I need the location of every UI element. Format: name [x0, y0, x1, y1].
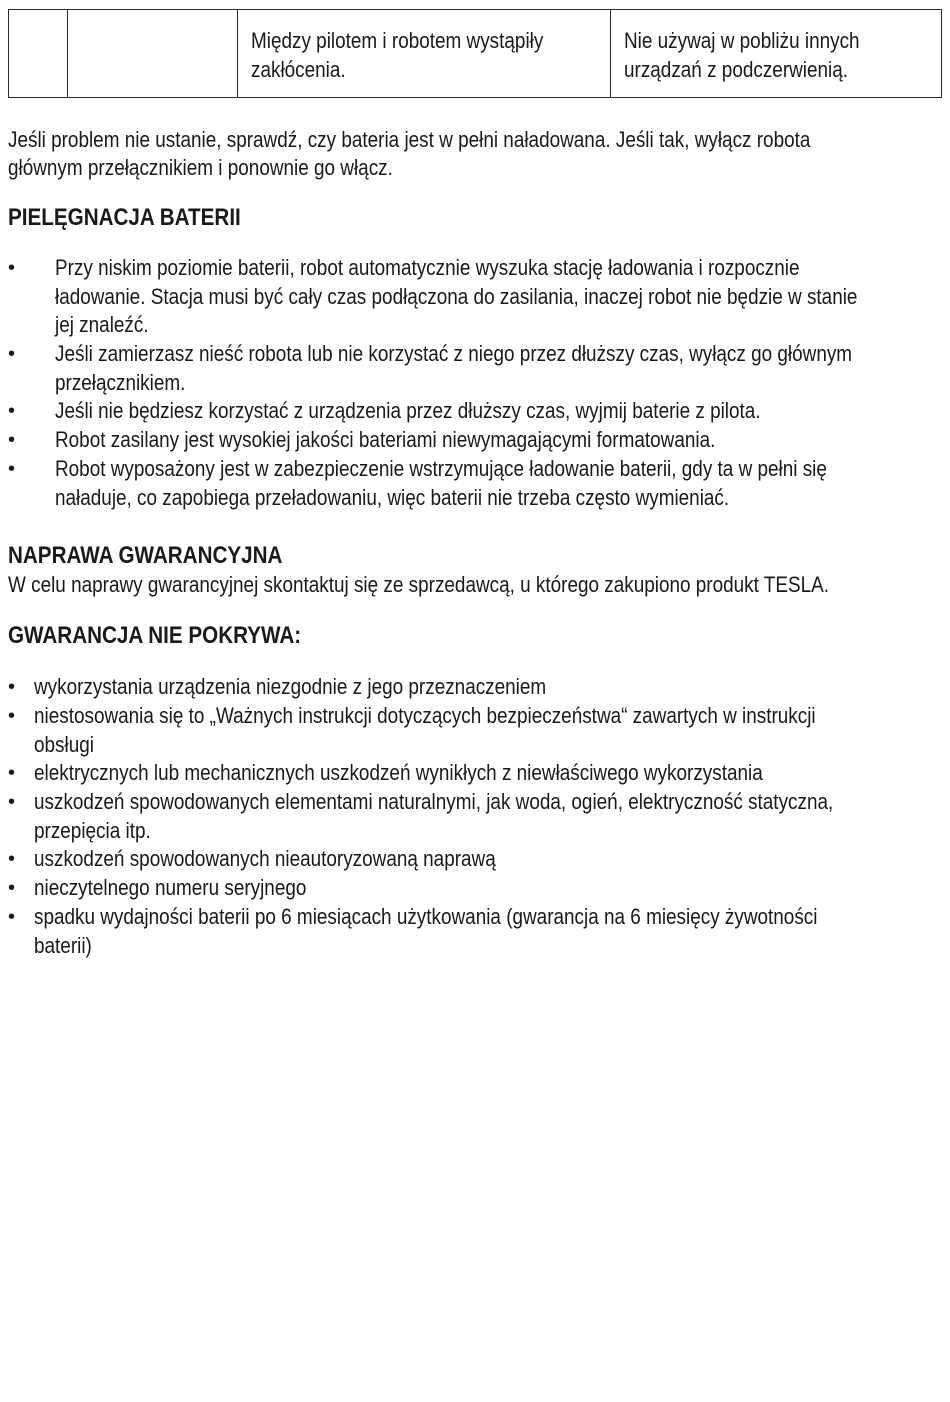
- note-line-2: głównym przełącznikiem i ponownie go włącz.: [8, 155, 393, 180]
- solution-line-1: Nie używaj w pobliżu innych: [624, 28, 860, 53]
- table-cell-solution: [611, 10, 942, 98]
- cause-line-1: Między pilotem i robotem wystąpiły: [251, 28, 544, 53]
- bullet-dot: •: [8, 343, 16, 365]
- list-item: • nieczytelnego numeru seryjnego: [34, 874, 351, 903]
- list-item: • Robot wyposażony jest w zabezpieczenie wstrzymujące ładowanie baterii, gdy ta w pełni się naładuje, co zapobiega przeładowaniu, więc baterii nie trzeba często wymieniać.: [8, 456, 827, 510]
- note-line-1: Jeśli problem nie ustanie, sprawdź, czy bateria jest w pełni naładowana. Jeśli tak, wyłącz robota: [8, 127, 811, 152]
- warranty-repair-heading: NAPRAWA GWARANCYJNA: [8, 542, 283, 569]
- list-item: • spadku wydajności baterii po 6 miesiącach użytkowania (gwarancja na 6 miesięcy żywotności baterii): [8, 904, 818, 958]
- warranty-exclusions-heading: GWARANCJA NIE POKRYWA:: [8, 622, 302, 649]
- list-item: • Robot zasilany jest wysokiej jakości bateriami niewymagającymi formatowania.: [55, 426, 823, 455]
- solution-line-2: urządzań z podczerwienią.: [624, 57, 849, 82]
- bullet-dot: •: [8, 791, 16, 813]
- table-cell-empty-1: [9, 10, 68, 98]
- bullet-dot: •: [8, 676, 16, 698]
- bullet-dot: •: [8, 906, 16, 928]
- list-item: • uszkodzeń spowodowanych nieautoryzowaną naprawą: [34, 845, 571, 874]
- list-item: • Jeśli zamierzasz nieść robota lub nie korzystać z niego przez dłuższy czas, wyłącz go głównym przełącznikiem.: [8, 341, 853, 395]
- table-row: [9, 10, 942, 98]
- list-item: • Jeśli nie będziesz korzystać z urządzenia przez dłuższy czas, wyjmij baterie z pilota.: [55, 397, 875, 426]
- bullet-dot: •: [8, 877, 16, 899]
- list-item: • uszkodzeń spowodowanych elementami naturalnymi, jak woda, ogień, elektryczność statyczna, przepięcia itp.: [8, 789, 834, 843]
- bullet-dot: •: [8, 458, 16, 480]
- troubleshooting-table: [8, 9, 942, 98]
- battery-care-heading: PIELĘGNACJA BATERII: [8, 204, 241, 231]
- bullet-dot: •: [8, 257, 16, 279]
- list-item: • wykorzystania urządzenia niezgodnie z jego przeznaczeniem: [34, 673, 630, 702]
- list-item: • elektrycznych lub mechanicznych uszkodzeń wynikłych z niewłaściwego wykorzystania: [34, 759, 881, 788]
- note-paragraph: [8, 126, 941, 182]
- cause-line-2: zakłócenia.: [251, 57, 346, 82]
- bullet-dot: •: [8, 705, 16, 727]
- bullet-dot: •: [8, 429, 16, 451]
- bullet-dot: •: [8, 762, 16, 784]
- bullet-dot: •: [8, 848, 16, 870]
- table-cell-cause: [238, 10, 611, 98]
- list-item: • Przy niskim poziomie baterii, robot automatycznie wyszuka stację ładowania i rozpocznie ładowanie. Stacja musi być cały czas podłączona do zasilania, inaczej robot nie będzie w stanie jej znaleźć.: [8, 255, 858, 337]
- bullet-dot: •: [8, 400, 16, 422]
- warranty-repair-text: W celu naprawy gwarancyjnej skontaktuj się ze sprzedawcą, u którego zakupiono produkt TESLA.: [8, 572, 830, 597]
- list-item: • niestosowania się to „Ważnych instrukcji dotyczących bezpieczeństwa“ zawartych w instrukcji obsługi: [8, 703, 816, 757]
- table-cell-empty-2: [68, 10, 238, 98]
